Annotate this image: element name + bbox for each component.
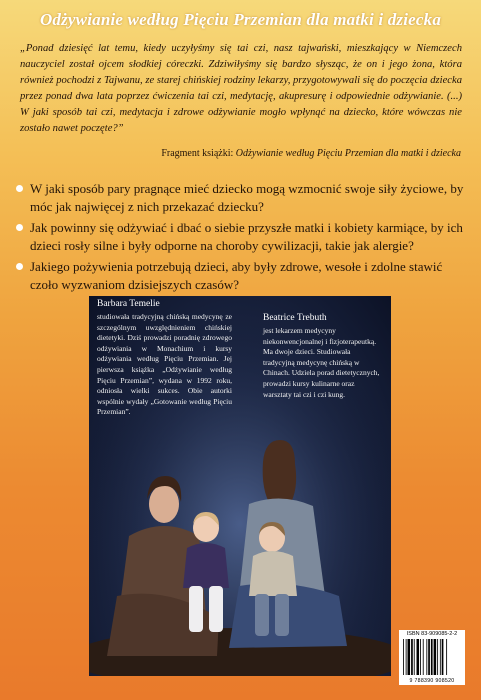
- question-list: [14, 180, 464, 297]
- question-item: [14, 258, 464, 293]
- isbn-barcode: [399, 630, 465, 685]
- question-text: W jaki sposób pary pragnące mieć dziecko mogą wzmocnić swoje siły życiowe, by móc jak najwięcej z nich przekazać dziecku?: [30, 181, 464, 214]
- excerpt-source-title: Odżywianie według Pięciu Przemian dla matki i dziecka: [235, 148, 461, 159]
- bullet-dot-icon: [16, 263, 23, 270]
- author-bio-barbara: [97, 296, 232, 418]
- author-name: Barbara Temelie: [97, 299, 160, 309]
- excerpt-source: [161, 148, 461, 159]
- author-bio-beatrice: [263, 296, 381, 400]
- question-item: [14, 180, 464, 215]
- barcode-digits: 9 788390 908520: [409, 678, 455, 684]
- author-bio-text: jest lekarzem medycyny niekonwencjonalnej i fizjoterapeutką. Ma dwoje dzieci. Studiowała tradycyjną medycynę chińską w Chinach. Udziela porad dietetycznych, prowadzi kursy kulinarne oraz warsztaty tai czi i czi kung.: [263, 326, 380, 399]
- bullet-dot-icon: [16, 185, 23, 192]
- isbn-label: ISBN 83-909085-2-2: [406, 631, 458, 637]
- question-item: [14, 219, 464, 254]
- author-bio-text: studiowała tradycyjną chińską medycynę ze szczególnym uwzględnieniem chińskiej dietetyki. Dziś prowadzi poradnię zdrowego odżywiania w Monachium i kursy odżywiania według Pięciu Przemian. Jej pierwsza książka „Odżywianie według Pięciu Przemian”, wydana w 1992 roku, odniosła wielki sukces. Obie autorki wspólnie wydały „Gotowanie według Pięciu Przemian”.: [97, 312, 232, 417]
- cover-title: Odżywianie według Pięciu Przemian dla matki i dziecka: [39, 10, 442, 29]
- barcode-icon: [403, 639, 461, 675]
- book-excerpt-quote: „Ponad dziesięć lat temu, kiedy uczyłyśmy się tai czi, nasz tajwański, mieszkający w Niemczech nauczyciel został ojcem słodkiej córeczki. Zdziwiłyśmy się bardzo słysząc, że on i jego żona, która również pochodzi z Tajwanu, ze starej chińskiej rodziny lekarzy, przygotowywali się do poczęcia dziecka przez ponad dwa lata poprzez ćwiczenia tai czi, medytację, akupresurę i odpowiednie odżywianie. (...) W jaki sposób tai czi, medytacja i zdrowe odżywianie mogło wpłynąć na dziecko, które wówczas nie zostało nawet poczęte?”: [20, 43, 462, 135]
- question-text: Jak powinny się odżywiać i dbać o siebie przyszłe matki i kobiety karmiące, by ich dzieci rosły silne i były odporne na choroby cywilizacji, takie jak alergie?: [30, 220, 463, 253]
- bullet-dot-icon: [16, 224, 23, 231]
- excerpt-source-prefix: Fragment książki:: [161, 148, 236, 159]
- question-text: Jakiego pożywienia potrzebują dzieci, aby były zdrowe, wesołe i zdolne stawić czoło wyzwaniom dzisiejszych czasów?: [30, 259, 443, 292]
- author-name: Beatrice Trebuth: [263, 313, 327, 323]
- authors-photo: [89, 296, 391, 676]
